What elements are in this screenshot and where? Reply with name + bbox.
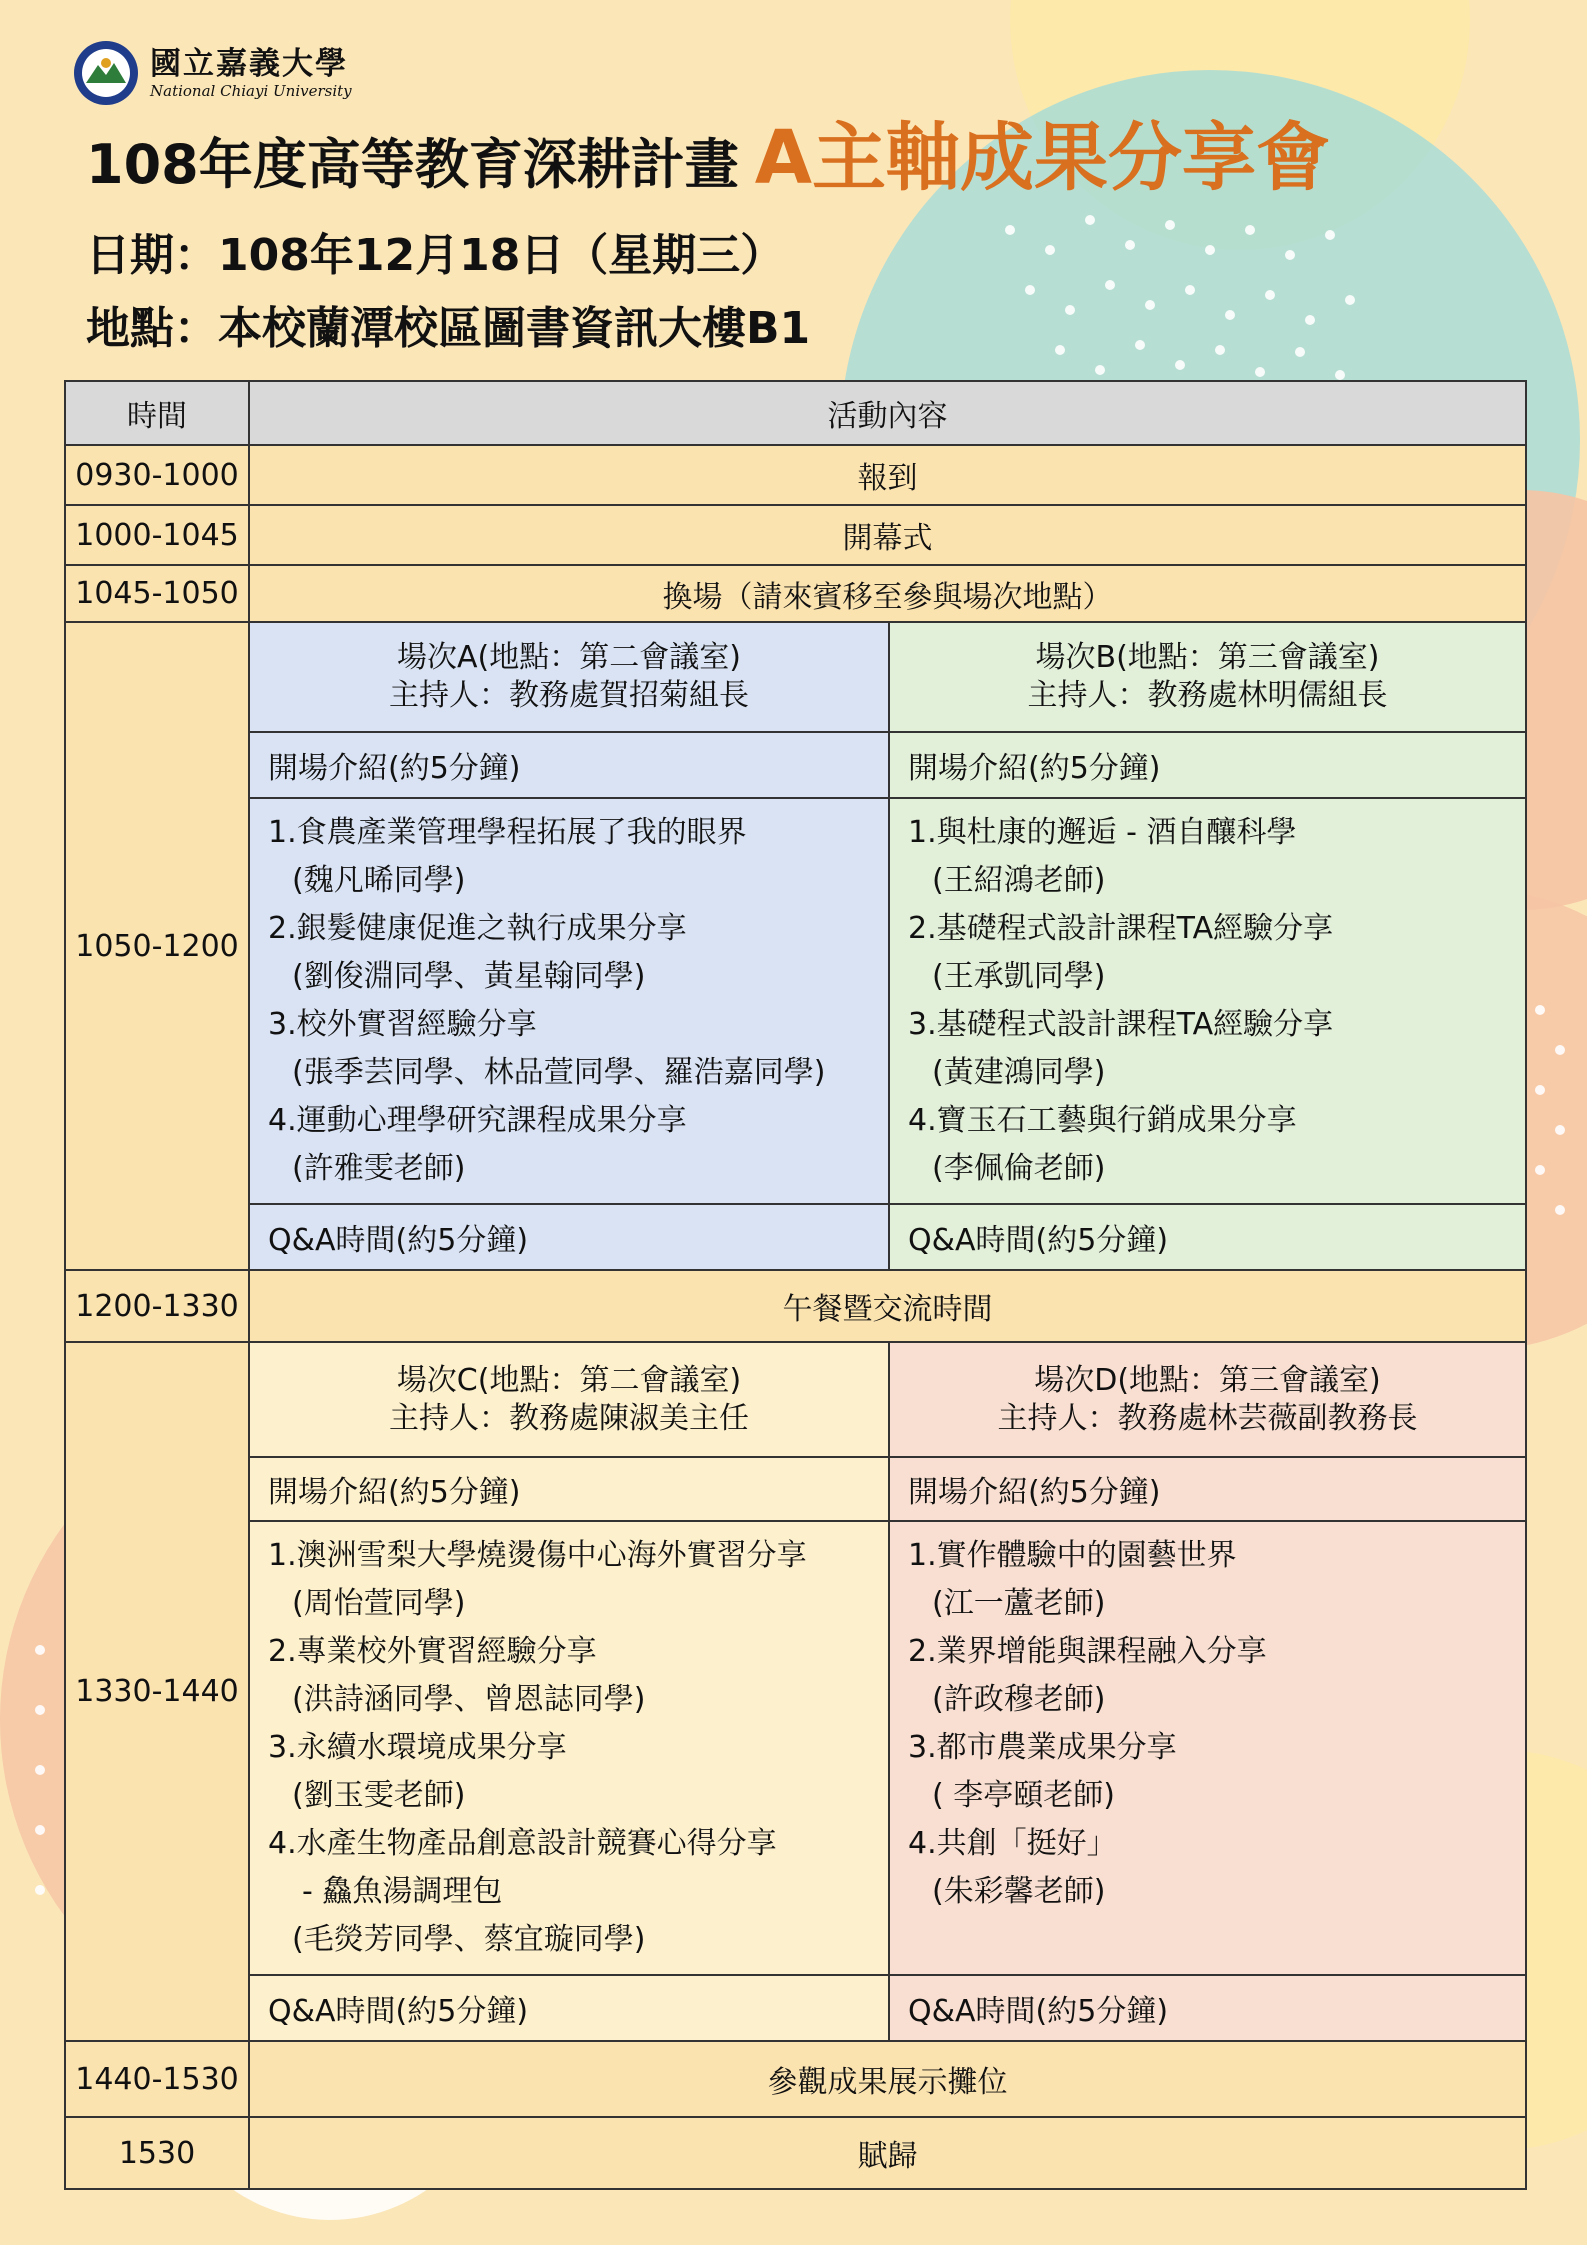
- talk-title: 4.運動心理學研究課程成果分享: [268, 1103, 687, 1138]
- talk-speaker: (江一蘆老師): [932, 1586, 1106, 1621]
- talk-speaker: (劉玉雯老師): [292, 1778, 466, 1813]
- talk-speaker: ( 李亭頤老師): [932, 1778, 1115, 1813]
- event-place: 地點：本校蘭潭校區圖書資訊大樓B1: [86, 303, 811, 354]
- session-c-host: 主持人：教務處陳淑美主任: [389, 1400, 749, 1436]
- talk-speaker: (周怡萱同學): [292, 1586, 466, 1621]
- talk-title: 3.基礎程式設計課程TA經驗分享: [908, 1007, 1334, 1042]
- session-d-intro: 開場介紹(約5分鐘): [889, 1457, 1526, 1521]
- row-content: 參觀成果展示攤位: [249, 2041, 1526, 2117]
- talk-speaker: (王承凱同學): [932, 959, 1106, 994]
- talk-title: 3.校外實習經驗分享: [268, 1007, 537, 1042]
- row-content: 賦歸: [249, 2117, 1526, 2189]
- talk-title: 2.基礎程式設計課程TA經驗分享: [908, 911, 1334, 946]
- session-d-qa: Q&A時間(約5分鐘): [889, 1975, 1526, 2041]
- talks-row: [65, 798, 1526, 1204]
- talk-title: 4.水產生物產品創意設計競賽心得分享: [268, 1826, 777, 1861]
- row-time: 0930-1000: [65, 445, 249, 505]
- talk-subtitle: - 鱻魚湯調理包: [302, 1874, 503, 1909]
- session-d-host: 主持人：教務處林芸薇副教務長: [997, 1400, 1418, 1436]
- talk-title: 2.專業校外實習經驗分享: [268, 1634, 597, 1669]
- qa-row: [65, 1975, 1526, 2041]
- talk-speaker: (王紹鴻老師): [932, 863, 1106, 898]
- talk-title: 1.與杜康的邂逅 - 酒自釀科學: [908, 815, 1297, 850]
- university-name-en: National Chiayi University: [150, 82, 352, 100]
- university-logo: [72, 38, 352, 108]
- row-time: 1000-1045: [65, 505, 249, 565]
- talk-speaker: (劉俊淵同學、黃星翰同學): [292, 959, 646, 994]
- row-time: 1045-1050: [65, 565, 249, 622]
- session-header-row: [65, 1342, 1526, 1457]
- session-b-intro: 開場介紹(約5分鐘): [889, 732, 1526, 798]
- table-row: [65, 445, 1526, 505]
- table-row: [65, 2117, 1526, 2189]
- talk-speaker: (黃建鴻同學): [932, 1055, 1106, 1090]
- session-d-title: 場次D(地點：第三會議室): [1034, 1362, 1381, 1398]
- session-d-talks: [889, 1521, 1526, 1975]
- talk-title: 3.永續水環境成果分享: [268, 1730, 567, 1765]
- session-a-intro: 開場介紹(約5分鐘): [249, 732, 889, 798]
- table-row: [65, 1270, 1526, 1342]
- table-row: [65, 2041, 1526, 2117]
- session-b-host: 主持人：教務處林明儒組長: [1027, 678, 1388, 713]
- header-content: 活動內容: [249, 381, 1526, 445]
- qa-row: [65, 1204, 1526, 1270]
- talk-speaker: (張季芸同學、林品萱同學、羅浩嘉同學): [292, 1055, 826, 1090]
- title-main: 108年度高等教育深耕計畫: [86, 133, 739, 196]
- session-a-title: 場次A(地點：第二會議室): [397, 640, 741, 675]
- session-a-qa: Q&A時間(約5分鐘): [249, 1204, 889, 1270]
- session-c-qa: Q&A時間(約5分鐘): [249, 1975, 889, 2041]
- row-content: 開幕式: [249, 505, 1526, 565]
- talk-speaker: (李佩倫老師): [932, 1151, 1106, 1186]
- university-name-cn: 國立嘉義大學: [150, 46, 348, 82]
- talk-speaker: (許政穆老師): [932, 1682, 1106, 1717]
- talk-speaker: (朱彩馨老師): [932, 1874, 1106, 1909]
- talk-title: 1.實作體驗中的園藝世界: [908, 1538, 1237, 1573]
- title-accent: A主軸成果分享會: [754, 115, 1331, 201]
- row-time: 1530: [65, 2117, 249, 2189]
- session-b-qa: Q&A時間(約5分鐘): [889, 1204, 1526, 1270]
- header-time: 時間: [65, 381, 249, 445]
- session-c-header: [249, 1342, 889, 1457]
- event-date: 日期：108年12月18日（星期三）: [86, 230, 785, 281]
- session-a-host: 主持人：教務處賀招菊組長: [389, 678, 749, 713]
- session-d-header: [889, 1342, 1526, 1457]
- talk-speaker: (毛熒芳同學、蔡宜璇同學): [292, 1922, 646, 1957]
- talk-speaker: (魏凡晞同學): [292, 863, 466, 898]
- block2-time: 1330-1440: [65, 1342, 249, 2041]
- talk-title: 4.共創「挺好」: [908, 1826, 1117, 1861]
- session-a-header: [249, 622, 889, 732]
- row-content: 報到: [249, 445, 1526, 505]
- table-row: [65, 505, 1526, 565]
- talks-row: [65, 1521, 1526, 1975]
- row-content: 換場（請來賓移至參與場次地點）: [249, 565, 1526, 622]
- table-row: [65, 565, 1526, 622]
- talk-title: 1.食農產業管理學程拓展了我的眼界: [268, 815, 747, 850]
- talk-title: 3.都市農業成果分享: [908, 1730, 1177, 1765]
- talk-speaker: (洪詩涵同學、曾恩誌同學): [292, 1682, 646, 1717]
- talk-title: 2.銀髮健康促進之執行成果分享: [268, 911, 687, 946]
- talk-title: 1.澳洲雪梨大學燒燙傷中心海外實習分享: [268, 1538, 807, 1573]
- session-c-title: 場次C(地點：第二會議室): [396, 1362, 742, 1398]
- table-header-row: [65, 381, 1526, 445]
- university-seal-icon: [72, 39, 140, 107]
- talk-title: 4.寶玉石工藝與行銷成果分享: [908, 1103, 1297, 1138]
- row-time: 1440-1530: [65, 2041, 249, 2117]
- row-content: 午餐暨交流時間: [249, 1270, 1526, 1342]
- session-b-talks: [889, 798, 1526, 1204]
- session-header-row: [65, 622, 1526, 732]
- page-title: [86, 112, 1330, 224]
- session-c-intro: 開場介紹(約5分鐘): [249, 1457, 889, 1521]
- session-b-header: [889, 622, 1526, 732]
- intro-row: [65, 732, 1526, 798]
- intro-row: [65, 1457, 1526, 1521]
- talk-speaker: (許雅雯老師): [292, 1151, 466, 1186]
- talk-title: 2.業界增能與課程融入分享: [908, 1634, 1267, 1669]
- session-c-talks: [249, 1521, 889, 1975]
- session-b-title: 場次B(地點：第三會議室): [1035, 640, 1380, 675]
- schedule-table: [64, 380, 1527, 2190]
- session-a-talks: [249, 798, 889, 1204]
- row-time: 1200-1330: [65, 1270, 249, 1342]
- block1-time: 1050-1200: [65, 622, 249, 1270]
